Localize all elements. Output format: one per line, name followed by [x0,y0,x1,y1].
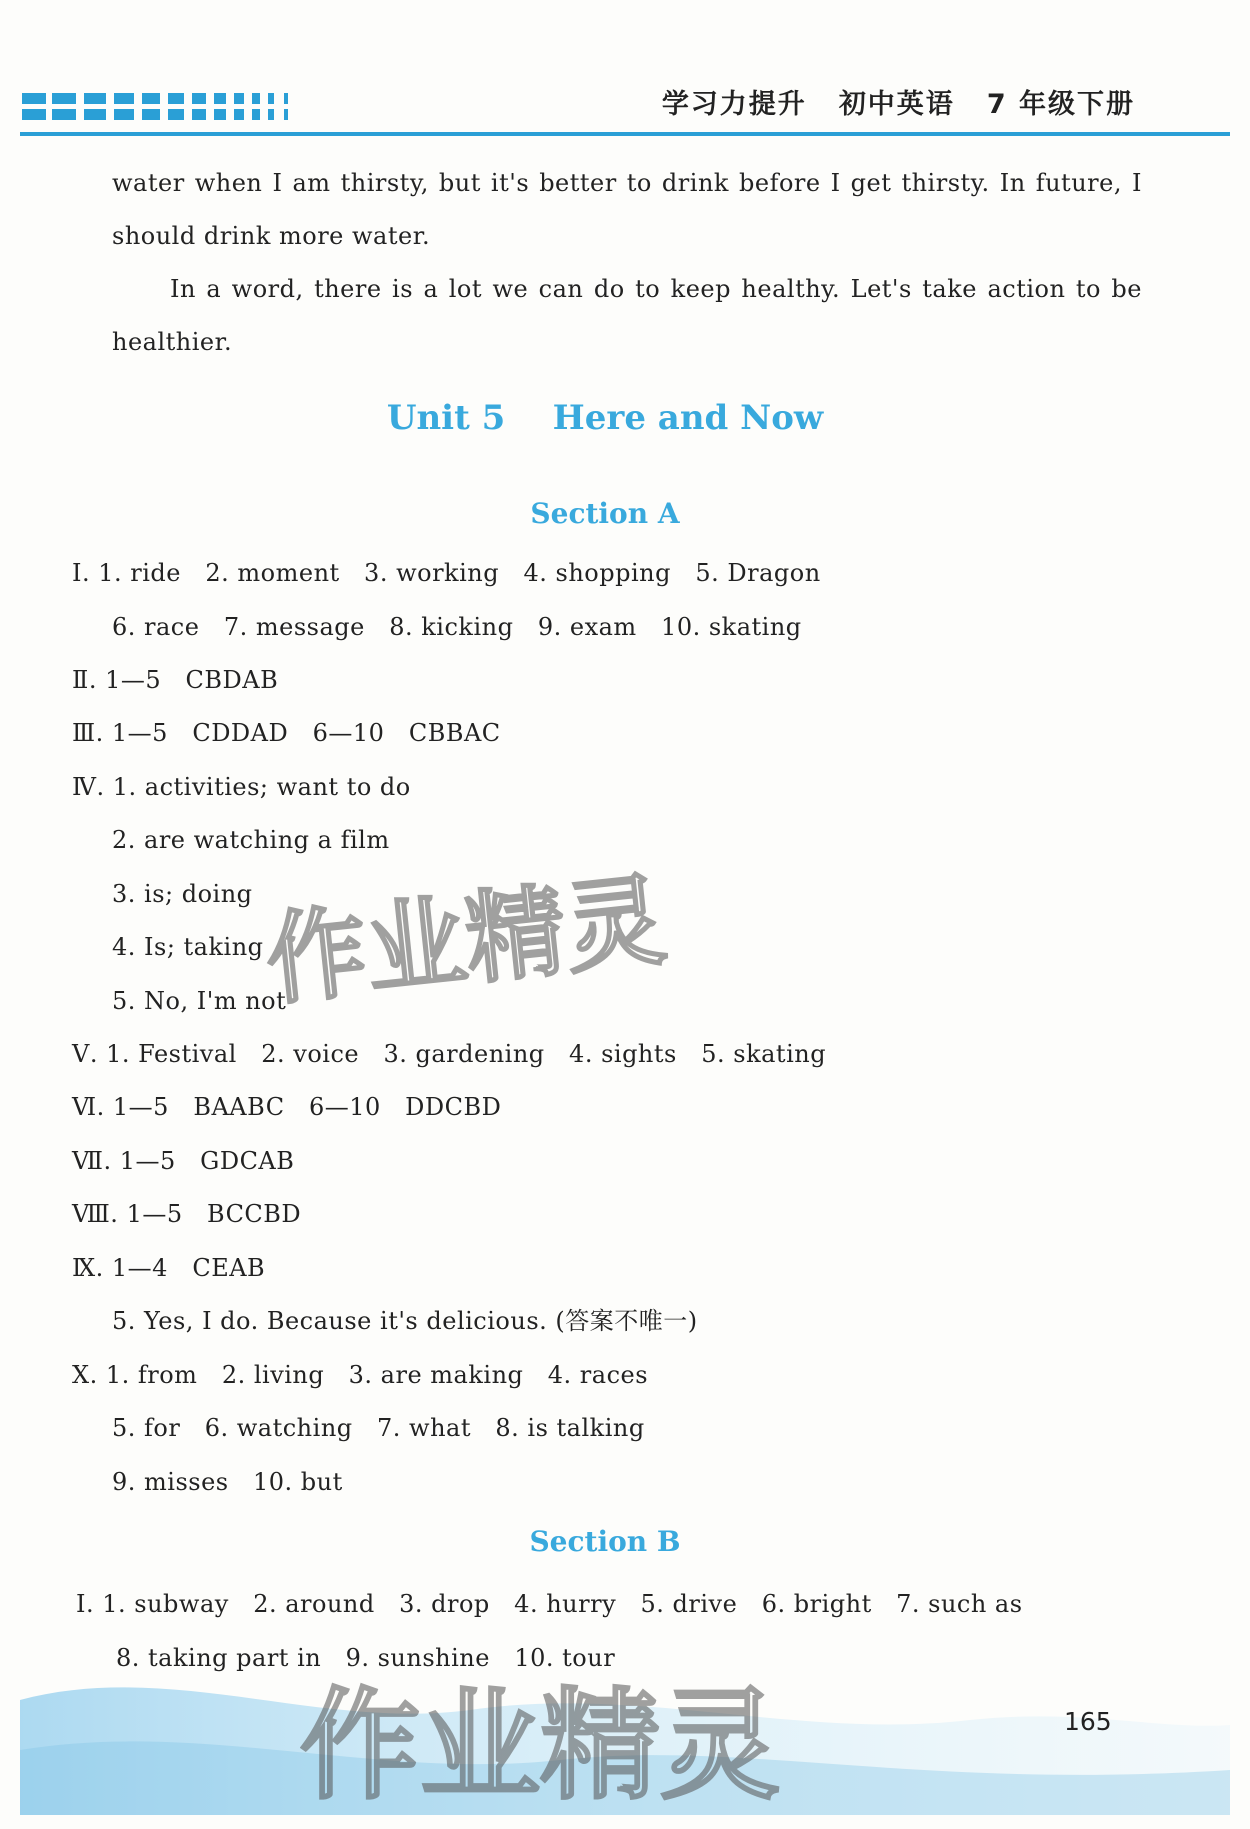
answer-line: Ⅲ. 1—5 CDDAD 6—10 CBBAC [72,719,501,747]
answer-line: Ⅷ. 1—5 BCCBD [72,1200,302,1228]
answer-line: Ⅰ. 1. subway 2. around 3. drop 4. hurry 5. drive 6. bright 7. such as [76,1590,1023,1618]
answer-line: Ⅱ. 1—5 CBDAB [72,666,279,694]
header-series: 学习力提升 [661,89,807,120]
header-subject: 初中英语 [838,89,955,120]
watermark-logo: 作业精灵 [300,1677,780,1816]
header-title [662,82,1135,121]
header-rule [20,132,1230,136]
answer-line: 4. Is; taking [112,933,264,961]
page-number: 165 [1064,1707,1112,1736]
answer-line: 9. misses 10. but [112,1468,343,1496]
section-b-title: Section B [529,1525,681,1558]
answer-line: Ⅹ. 1. from 2. living 3. are making 4. races [72,1361,649,1389]
answer-line: 8. taking part in 9. sunshine 10. tour [116,1644,616,1672]
intro-paragraph-2: In a word, there is a lot we can do to keep healthy. Let's take action to be healthier. [112,275,1142,356]
answer-line: Ⅸ. 1—4 CEAB [72,1254,266,1282]
answer-line: Ⅳ. 1. activities; want to do [72,773,411,801]
header-decoration [22,93,352,123]
answer-line: 5. Yes, I do. Because it's delicious. (答案不唯一) [112,1307,698,1335]
answer-line: 3. is; doing [112,880,253,908]
answer-line: 2. are watching a film [112,826,390,854]
header-grade: 7 年级下册 [986,89,1135,120]
intro-text [112,157,1142,369]
answer-line: 5. for 6. watching 7. what 8. is talking [112,1414,645,1442]
answer-line: Ⅴ. 1. Festival 2. voice 3. gardening 4. sights 5. skating [72,1040,827,1068]
answer-line: Ⅰ. 1. ride 2. moment 3. working 4. shopping 5. Dragon [72,559,821,587]
answer-line: Ⅶ. 1—5 GDCAB [72,1147,295,1175]
section-a-title: Section A [530,497,680,530]
answer-line: 6. race 7. message 8. kicking 9. exam 10. skating [112,613,802,641]
watermark-logo: 作业精灵 [260,861,671,1020]
answer-line: Ⅵ. 1—5 BAABC 6—10 DDCBD [72,1093,502,1121]
unit-title: Unit 5 Here and Now [386,398,824,438]
answer-line: 5. No, I'm not [112,987,287,1015]
intro-paragraph-1: water when I am thirsty, but it's better to drink before I get thirsty. In future, I should drink more water. [112,169,1142,250]
